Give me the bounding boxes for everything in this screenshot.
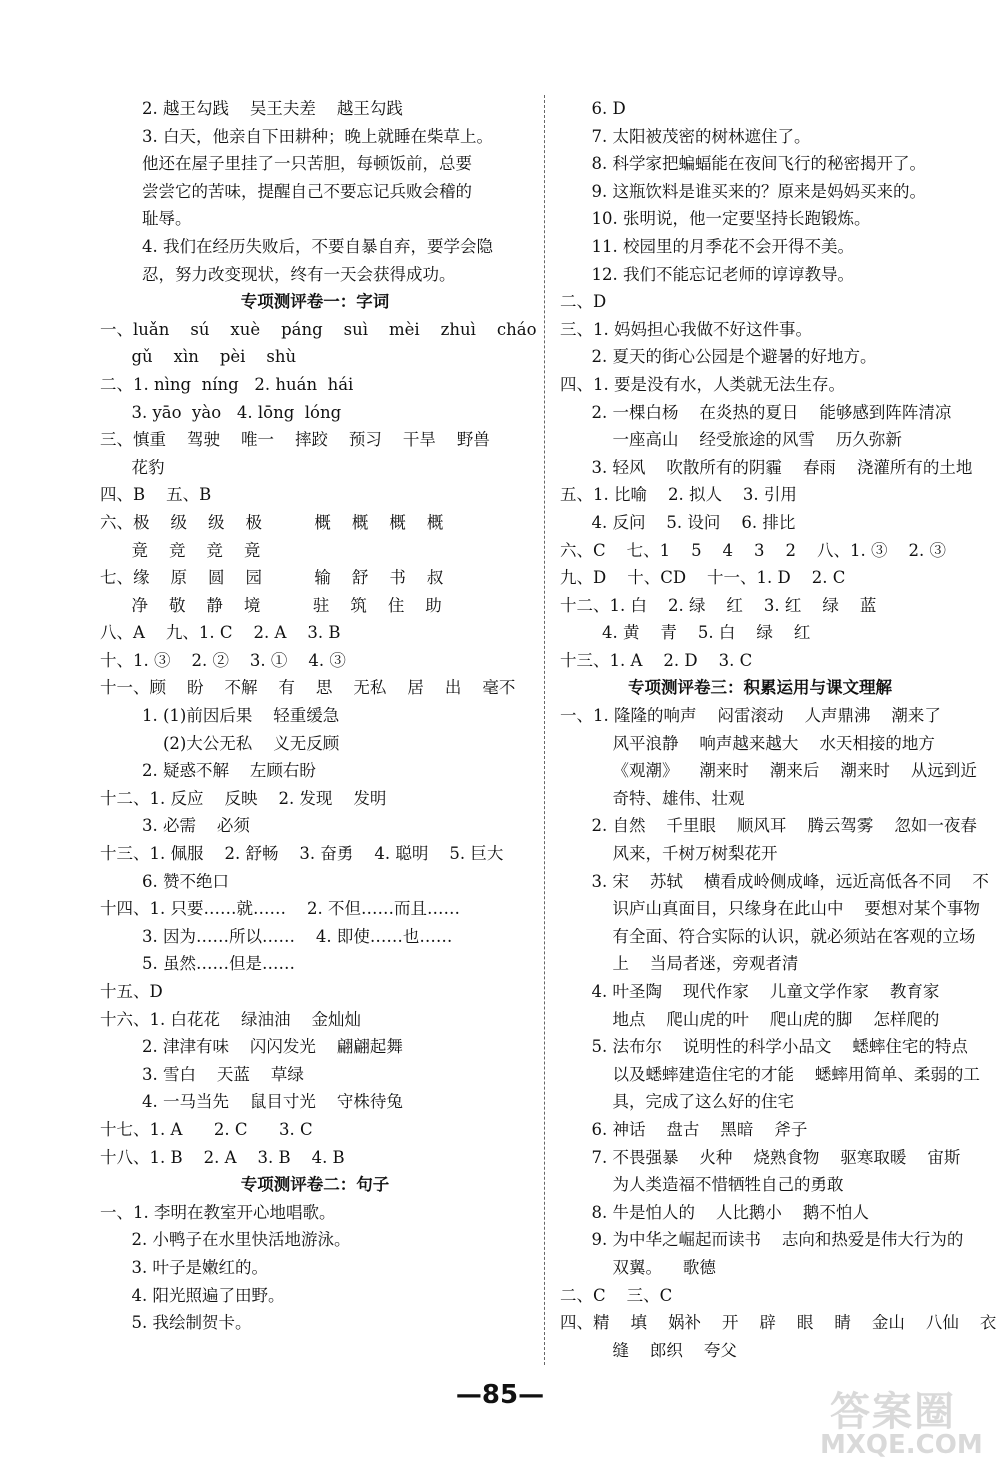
answer-line: 一、1. 隆隆的响声 闷雷滚动 人声鼎沸 潮来了 — [560, 706, 941, 726]
answer-line: 十一、顾 盼 不解 有 思 无私 居 出 毫不 — [100, 678, 516, 698]
page-number: —85— — [455, 1380, 545, 1410]
section-heading: 专项测评卷一：字词 — [240, 292, 390, 312]
answer-line: 4. 反问 5. 设问 6. 排比 — [560, 512, 796, 532]
answer-line: 3. 雪白 天蓝 草绿 — [100, 1064, 304, 1084]
answer-line: 八、A 九、1. C 2. A 3. B — [100, 623, 341, 643]
answer-line: 奇特、雄伟、壮观 — [560, 788, 745, 808]
answer-line: 3. 因为……所以…… 4. 即使……也…… — [100, 926, 453, 946]
answer-line: 十二、1. 白 2. 绿 红 3. 红 绿 蓝 — [560, 595, 877, 615]
answer-line: 风平浪静 响声越来越大 水天相接的地方 — [560, 733, 935, 753]
answer-line: 7. 不畏强暴 火种 烧熟食物 驱寒取暖 宙斯 — [560, 1147, 961, 1167]
answer-line: 三、1. 妈妈担心我做不好这件事。 — [560, 319, 812, 339]
answer-line: 5. 我绘制贺卡。 — [100, 1313, 252, 1333]
answer-line: 11. 校园里的月季花不会开得不美。 — [560, 236, 854, 256]
answer-line: 双翼。 歌德 — [560, 1257, 716, 1277]
answer-line: 十六、1. 白花花 绿油油 金灿灿 — [100, 1009, 361, 1029]
answer-line: 花豹 — [100, 457, 165, 477]
answer-line: 具，完成了这么好的住宅 — [560, 1092, 794, 1112]
answer-line: 忍，努力改变现状，终有一天会获得成功。 — [100, 264, 456, 284]
answer-line: gǔ xìn pèi shù — [100, 347, 297, 367]
answer-line: 十、1. ③ 2. ② 3. ① 4. ③ — [100, 650, 346, 670]
section-heading: 专项测评卷三：积累运用与课文理解 — [628, 678, 892, 698]
answer-line: 竟 竞 竞 竟 — [100, 540, 261, 560]
answer-line: 净 敬 静 境 驻 筑 住 助 — [100, 595, 442, 615]
answer-line: 二、C 三、C — [560, 1285, 673, 1305]
answer-line: 五、1. 比喻 2. 拟人 3. 引用 — [560, 485, 797, 505]
answer-line: 风来，千树万树梨花开 — [560, 844, 778, 864]
answer-line: 四、1. 要是没有水，人类就无法生存。 — [560, 374, 845, 394]
answer-line: 6. 赞不绝口 — [100, 871, 229, 891]
answer-line: 上 当局者迷，旁观者清 — [560, 954, 799, 974]
answer-line: 耻辱。 — [100, 209, 192, 229]
answer-line: 十二、1. 反应 反映 2. 发现 发明 — [100, 788, 387, 808]
answer-line: 《观潮》 潮来时 潮来后 潮来时 从远到近 — [560, 761, 977, 781]
answer-line: 六、极 级 级 极 概 概 概 概 — [100, 512, 444, 532]
answer-line: 七、缘 原 圆 园 输 舒 书 叔 — [100, 568, 444, 588]
answer-line: 4. 叶圣陶 现代作家 儿童文学作家 教育家 — [560, 982, 940, 1001]
answer-line: 4. 阳光照遍了田野。 — [100, 1285, 285, 1305]
answer-line: 一、luǎn sú xuè páng suì mèi zhuì cháo — [100, 319, 537, 339]
answer-line: 十三、1. 佩服 2. 舒畅 3. 奋勇 4. 聪明 5. 巨大 — [100, 844, 504, 864]
answer-line: 8. 科学家把蝙蝠能在夜间飞行的秘密揭开了。 — [560, 154, 926, 174]
column-divider — [544, 95, 545, 1365]
answer-line: 以及蟋蟀建造住宅的才能 蟋蟀用简单、柔弱的工 — [560, 1064, 980, 1084]
answer-line: 一、1. 李明在教室开心地唱歌。 — [100, 1202, 336, 1222]
answer-line: 十八、1. B 2. A 3. B 4. B — [100, 1147, 345, 1167]
answer-line: 2. 一棵白杨 在炎热的夏日 能够感到阵阵清凉 — [560, 402, 952, 422]
answer-line: 十三、1. A 2. D 3. C — [560, 650, 753, 670]
answer-line: 3. yāo yào 4. lōng lóng — [100, 402, 342, 422]
answer-line: 3. 叶子是嫩红的。 — [100, 1257, 268, 1277]
answer-line: 尝尝它的苦味，提醒自己不要忘记兵败会稽的 — [100, 181, 472, 201]
answer-line: 2. 夏天的街心公园是个避暑的好地方。 — [560, 347, 877, 367]
answer-line: 十七、1. A 2. C 3. C — [100, 1119, 313, 1139]
answer-line: 识庐山真面目，只缘身在此山中 要想对某个事物 — [560, 899, 980, 919]
answer-line: 7. 太阳被茂密的树林遮住了。 — [560, 126, 811, 146]
answer-line: 为人类造福不惜牺牲自己的勇敢 — [560, 1175, 844, 1195]
left-column — [100, 95, 537, 1337]
answer-line: 他还在屋子里挂了一只苦胆，每顿饭前，总要 — [100, 154, 472, 174]
watermark-url: MXQE.COM — [820, 1430, 983, 1460]
answer-line: 12. 我们不能忘记老师的谆谆教导。 — [560, 264, 854, 284]
answer-line: 4. 一马当先 鼠目寸光 守株待兔 — [100, 1092, 403, 1112]
answer-line: 四、B 五、B — [100, 485, 212, 505]
answer-line: 一座高山 经受旅途的风雪 历久弥新 — [560, 430, 902, 450]
answer-line: 3. 宋 苏轼 横看成岭侧成峰，远近高低各不同 不 — [560, 871, 989, 891]
answer-line: 2. 津津有味 闪闪发光 翩翩起舞 — [100, 1037, 403, 1057]
answer-line: 有全面、符合实际的认识，就必须站在客观的立场 — [560, 926, 976, 946]
answer-line: 8. 牛是怕人的 人比鹅小 鹅不怕人 — [560, 1202, 869, 1222]
answer-line: 3. 轻风 吹散所有的阴霾 春雨 浇灌所有的土地 — [560, 457, 973, 477]
right-column — [560, 95, 997, 1364]
answer-line: 5. 虽然……但是…… — [100, 954, 295, 974]
answer-line: 9. 这瓶饮料是谁买来的？原来是妈妈买来的。 — [560, 181, 926, 201]
answer-line: 5. 法布尔 说明性的科学小品文 蟋蟀住宅的特点 — [560, 1037, 968, 1057]
answer-line: 四、精 填 娲补 开 辟 眼 睛 金山 八仙 衣 — [560, 1313, 997, 1333]
answer-line: 地点 爬山虎的叶 爬山虎的脚 怎样爬的 — [560, 1009, 940, 1029]
answer-line: (2)大公无私 义无反顾 — [100, 733, 340, 753]
answer-line: 4. 我们在经历失败后，不要自暴自弃，要学会隐 — [100, 236, 493, 256]
answer-line: 6. D — [560, 99, 626, 118]
watermark-logo: 答案圈 — [830, 1389, 956, 1435]
answer-line: 10. 张明说，他一定要坚持长跑锻炼。 — [560, 209, 871, 229]
answer-line: 9. 为中华之崛起而读书 志向和热爱是伟大行为的 — [560, 1230, 964, 1250]
answer-line: 九、D 十、CD 十一、1. D 2. C — [560, 568, 846, 588]
answer-line: 二、D — [560, 292, 607, 312]
answer-line: 1. (1)前因后果 轻重缓急 — [100, 706, 340, 726]
answer-line: 2. 小鸭子在水里快活地游泳。 — [100, 1230, 351, 1250]
answer-line: 3. 白天，他亲自下田耕种；晚上就睡在柴草上。 — [100, 126, 493, 146]
answer-line: 2. 自然 千里眼 顺风耳 腾云驾雾 忽如一夜春 — [560, 816, 977, 836]
answer-line: 十五、D — [100, 982, 163, 1001]
answer-line: 十四、1. 只要……就…… 2. 不但……而且…… — [100, 899, 460, 919]
answer-line: 六、C 七、1 5 4 3 2 八、1. ③ 2. ③ — [560, 540, 946, 560]
answer-line: 2. 疑惑不解 左顾右盼 — [100, 761, 316, 781]
answer-line: 三、慎重 驾驶 唯一 摔跤 预习 干旱 野兽 — [100, 430, 490, 450]
answer-line: 4. 黄 青 5. 白 绿 红 — [560, 623, 811, 643]
answer-line: 6. 神话 盘古 黑暗 斧子 — [560, 1119, 808, 1139]
answer-line: 2. 越王勾践 吴王夫差 越王勾践 — [100, 99, 403, 118]
answer-line: 3. 必需 必须 — [100, 816, 250, 836]
answer-line: 二、1. nìng níng 2. huán hái — [100, 374, 354, 394]
section-heading: 专项测评卷二：句子 — [240, 1175, 390, 1195]
answer-line: 缝 郎织 夸父 — [560, 1340, 737, 1360]
